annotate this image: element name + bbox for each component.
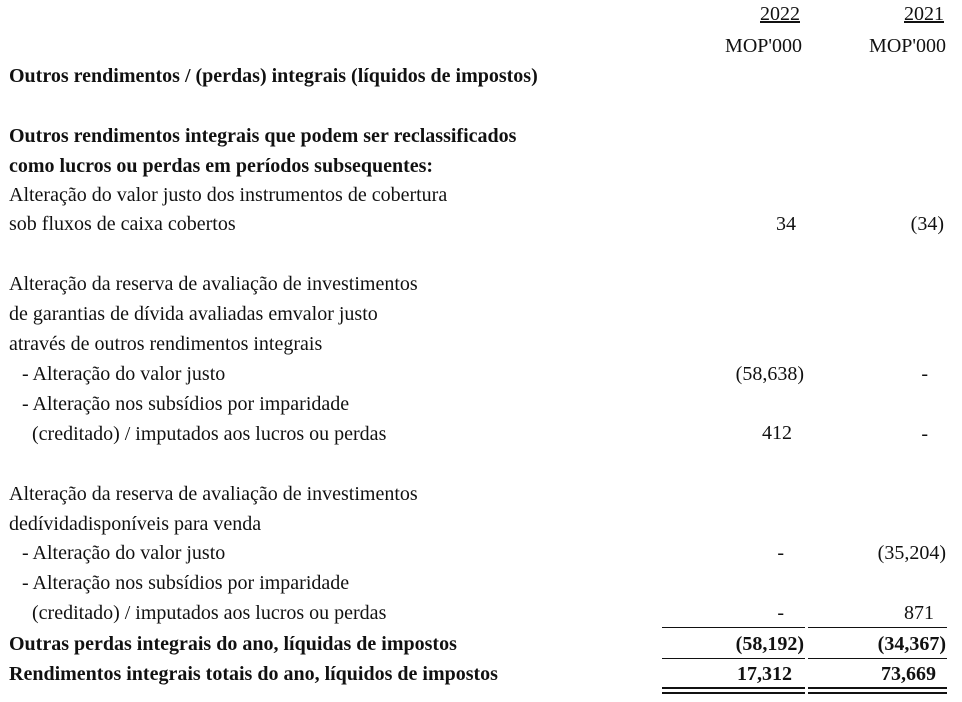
subtotal-rule-2021 [808,627,947,628]
section3-impairment-line2: (creditado) / imputados aos lucros ou perdas [32,602,387,624]
section3-fair-value-label: - Alteração do valor justo [22,542,226,564]
section2-line3: através de outros rendimentos integrais [9,333,323,355]
subtotal-rule-2022 [662,627,805,628]
section2-fair-value-2021: - [921,363,928,385]
section2-impairment-2022: 412 [762,422,792,444]
col-2021-unit: MOP'000 [869,35,946,57]
section3-line2: dedívidadisponíveis para venda [9,513,262,535]
other-losses-2022: (58,192) [735,633,804,655]
section3-fair-value-2022: - [777,542,784,564]
hedge-item-2021-value: (34) [910,213,944,235]
section3-line1: Alteração da reserva de avaliação de investimentos [9,483,418,505]
col-2022-year: 2022 [760,3,800,25]
total-income-label: Rendimentos integrais totais do ano, líquidos de impostos [9,663,498,685]
hedge-item-line2: sob fluxos de caixa cobertos [9,213,236,235]
col-2022-unit: MOP'000 [725,35,802,57]
section2-fair-value-2022: (58,638) [735,363,804,385]
section2-impairment-line2: (creditado) / imputados aos lucros ou perdas [32,423,387,445]
section2-line1: Alteração da reserva de avaliação de investimentos [9,273,418,295]
total-top-rule-2021 [808,658,947,659]
total-double-rule-lower-2021 [808,692,947,694]
total-double-rule-upper-2022 [662,687,805,689]
total-top-rule-2022 [662,658,805,659]
section2-fair-value-label: - Alteração do valor justo [22,363,226,385]
total-double-rule-upper-2021 [808,687,947,689]
other-losses-label: Outras perdas integrais do ano, líquidas de impostos [9,633,457,655]
hedge-item-line1: Alteração do valor justo dos instrumentos de cobertura [9,184,448,206]
section3-impairment-2021: 871 [904,602,934,624]
section1-heading-line1: Outros rendimentos integrais que podem ser reclassificados [9,125,517,147]
hedge-item-2022-value: 34 [776,213,796,235]
section2-impairment-line1: - Alteração nos subsídios por imparidade [22,393,350,415]
total-double-rule-lower-2022 [662,692,805,694]
section2-impairment-2021: - [921,423,928,445]
section3-impairment-2022: - [777,602,784,624]
section2-line2: de garantias de dívida avaliadas emvalor justo [9,303,378,325]
other-losses-2021: (34,367) [877,633,946,655]
total-income-2022: 17,312 [737,663,792,685]
section3-impairment-line1: - Alteração nos subsídios por imparidade [22,572,350,594]
section1-heading-line2: como lucros ou perdas em períodos subsequentes: [9,155,434,177]
col-2021-year: 2021 [904,3,944,25]
total-income-2021: 73,669 [881,663,936,685]
statement-title: Outros rendimentos / (perdas) integrais (líquidos de impostos) [9,65,538,87]
section3-fair-value-2021: (35,204) [877,542,946,564]
